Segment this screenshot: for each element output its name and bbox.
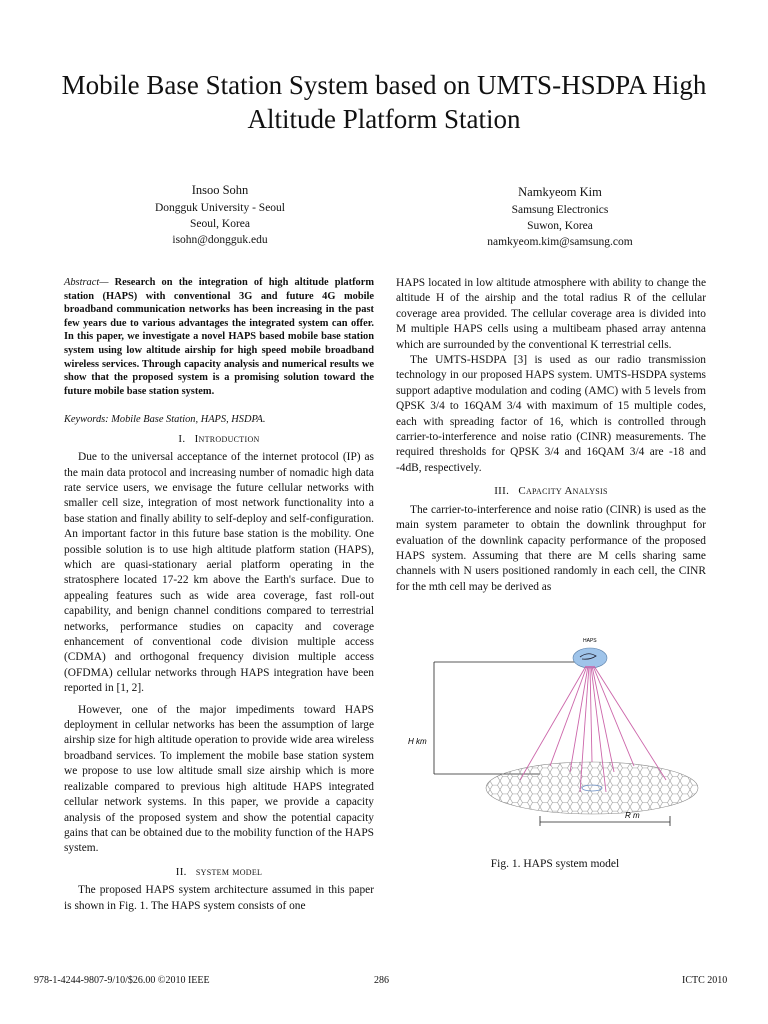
section-heading-introduction: I. Introduction (178, 432, 260, 445)
keywords: Keywords: Mobile Base Station, HAPS, HSDPA. (64, 414, 266, 426)
author-email: isohn@dongguk.edu (172, 234, 268, 246)
right-column (396, 276, 706, 595)
section-heading-system-model: II. system model (175, 865, 263, 878)
paragraph-right-1: HAPS located in low altitude atmosphere with ability to change the altitude H of the airship and the total radius R of the cellular coverage area provided. The cellular coverage area is divided into M multiple HAPS cells using a multibeam phased array antenna which are surrounded by the conventional K terrestrial cells. (396, 277, 706, 351)
author-location: Seoul, Korea (189, 218, 251, 230)
author-email: namkyeom.kim@samsung.com (487, 236, 633, 248)
abstract-label: Abstract— (64, 277, 109, 288)
author-name: Namkyeom Kim (518, 185, 602, 199)
author-affiliation: Dongguk University - Seoul (154, 202, 285, 214)
paragraph-capacity-1: The carrier-to-interference and noise ratio (CINR) is used as the main system parameter to obtain the downlink throughput for evaluation of the downlink capacity performance of the proposed HAPS system. Assuming that there are M cells sharing same channels with N users positioned randomly in each cell, the CINR for the mth cell may be derived as (396, 503, 706, 593)
figure-caption: Fig. 1. HAPS system model (490, 858, 620, 870)
cell-grid (486, 762, 698, 814)
altitude-label: H km (408, 737, 427, 746)
haps-label: HAPS (583, 638, 597, 644)
author-affiliation: Samsung Electronics (511, 204, 609, 216)
abstract-text: Research on the integration of high altitude platform station (HAPS) with conventional 3G and future 4G mobile broadband communication networks has been increasing in the past few years due to various advantages the integrated system can offer. In this paper, we investigate a novel HAPS based mobile base station system using low altitude airship for high speed mobile broadband wireless services. Through capacity analysis and numerical results we show that the proposed system is a promising solution toward the future mobile base station system. (64, 277, 374, 397)
footer-copyright: 978-1-4244-9807-9/10/$26.00 ©2010 IEEE (34, 975, 210, 986)
radius-label: R m (625, 811, 640, 820)
author-location: Suwon, Korea (527, 220, 593, 232)
airship-icon (573, 648, 607, 668)
section-heading-capacity-analysis: III. Capacity Analysis (494, 485, 608, 498)
paragraph-intro-1: Due to the universal acceptance of the internet protocol (IP) as the main data protocol and increasing number of nomadic high data rate service users, we envisage the future cellular networks with smaller cell size, integration of most network functionality into a base station and finally ability to self-deploy and self-configuration. An important factor in this future base station is the mobility. One possible solution is to use high altitude platform station (HAPS), which are quasi-stationary aerial platform operating in the stratosphere located 17-22 km above the Earth's surface. Due to appealing features such as wide area coverage, fast roll-out capability, and benign channel conditions compared to terrestrial networks, performance studies on capacity and coverage enhancement of conventional code division multiple access (CDMA) and orthogonal frequency division multiple access (OFDMA) cellular networks through HAPS integration have been reported in [1, 2]. (64, 451, 374, 695)
author-1 (120, 182, 320, 248)
paragraph-model-1: The proposed HAPS system architecture assumed in this paper is shown in Fig. 1. The HAPS system consists of one (64, 884, 374, 912)
left-column (64, 276, 374, 914)
abstract (64, 276, 374, 398)
haps-system-figure (400, 638, 700, 838)
paragraph-right-2: The UMTS-HSDPA [3] is used as our radio transmission technology in our proposed HAPS system. UMTS-HSDPA systems support adaptive modulation and coding (AMC) with 5 levels from QPSK 3/4 to 16QAM 3/4 with maximum of 15 multiple codes, each with spreading factor of 16, which is controlled through carrier-to-interference and noise ratio (CINR) measurements. The required thresholds for QPSK 3/4 and 16QAM 3/4 are -18 and -4dB, respectively. (396, 354, 706, 474)
footer-page-number: 286 (374, 975, 389, 986)
paper-title: Mobile Base Station System based on UMTS-HSDPA High Altitude Platform Station (61, 70, 707, 134)
author-name: Insoo Sohn (191, 183, 249, 197)
paragraph-intro-2: However, one of the major impediments toward HAPS deployment in cellular networks has been the assumption of large airship size for high altitude operation to provide wide area wireless broadband services. To implement the mobile base station system we propose to use low altitude small size airship which is more realizable compared to previous high altitude HAPS integrated cellular network systems. In this paper, we provide a capacity analysis of the proposed system and show the potential capacity gains that can be obtained due to the mobility function of the HAPS system. (64, 703, 374, 855)
footer-conference: ICTC 2010 (682, 975, 728, 986)
author-2 (450, 184, 670, 250)
